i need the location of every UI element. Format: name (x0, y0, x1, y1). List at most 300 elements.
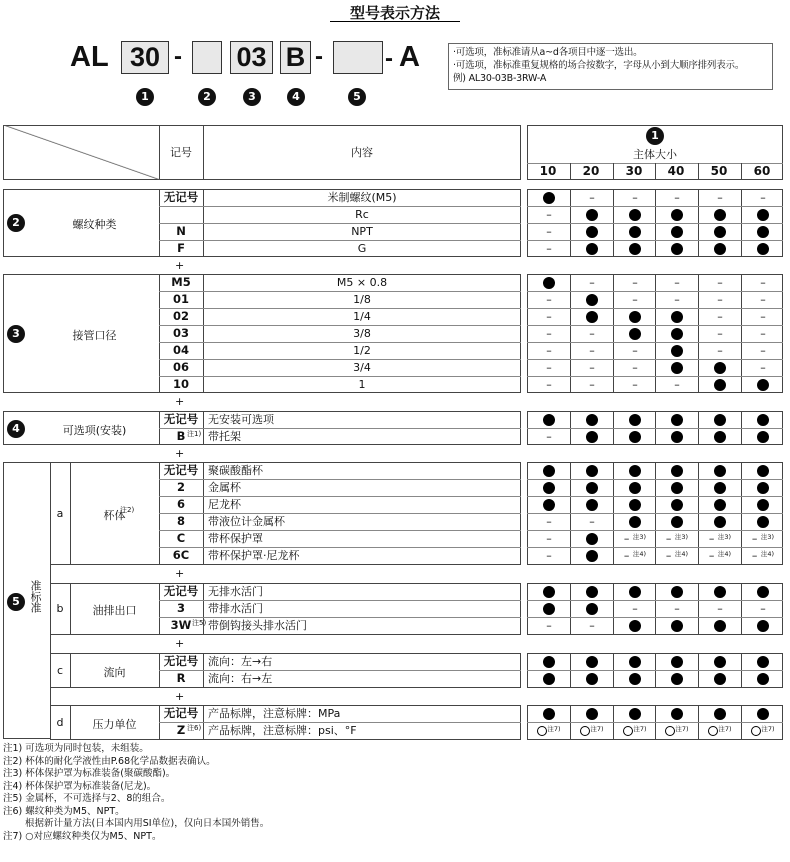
available-dot (543, 465, 555, 477)
available-dot (586, 673, 598, 685)
available-dot (586, 209, 598, 221)
cell-50 (699, 705, 741, 722)
header-diagonal (3, 125, 160, 180)
available-dot (714, 431, 726, 443)
cell-50 (699, 513, 741, 530)
cell-50: – (717, 602, 723, 615)
col-divider (613, 163, 614, 180)
marker-2: 2 (198, 88, 216, 106)
available-dot (671, 656, 683, 668)
cell-40: – (674, 191, 680, 204)
available-circle (623, 726, 633, 736)
row-content: NPT (351, 225, 373, 238)
cell-30 (614, 496, 656, 513)
available-dot (671, 431, 683, 443)
available-dot (543, 673, 555, 685)
cell-10: – (546, 344, 552, 357)
available-dot (757, 586, 769, 598)
note-ref: 注5) (192, 619, 207, 627)
footnotes (3, 743, 269, 843)
cell-30 (614, 223, 656, 240)
row-content: 金属杯 (208, 481, 241, 494)
cell-10: – (546, 327, 552, 340)
available-dot (629, 465, 641, 477)
options-note-example: 例) AL30-03B-3RW-A (453, 73, 547, 84)
cell-20 (571, 653, 613, 670)
cell-40 (656, 240, 698, 257)
options-note-line: ·可选项，准标准请从a~d各项目中逐一选出。 (453, 47, 643, 58)
available-dot (586, 465, 598, 477)
cell-10: – (546, 293, 552, 306)
row-symbol: M5 (171, 275, 191, 289)
row-symbol (159, 206, 203, 223)
header-content: 内容 (351, 146, 373, 159)
available-dot (757, 414, 769, 426)
cell-10 (528, 583, 570, 600)
cell-10 (528, 479, 570, 496)
cell-40 (656, 206, 698, 223)
cell-20 (571, 496, 613, 513)
footnote: 注1) 可选项为同时包装，未组装。 (3, 743, 149, 754)
options-note-line: ·可选项，准标准重复规格的场合按数字，字母从小到大顺序排列表示。 (453, 60, 745, 71)
available-dot (543, 277, 555, 289)
available-dot (671, 209, 683, 221)
size-10: 10 (539, 164, 557, 178)
sub-letter: d (56, 715, 64, 729)
available-dot (629, 311, 641, 323)
row-content: 流向：右→左 (208, 672, 273, 685)
cell-40: – (674, 602, 680, 615)
sub-letter: b (56, 602, 64, 615)
size-30: 30 (625, 164, 643, 178)
note-ref: 注7) (590, 725, 604, 733)
note-ref: 注4) (760, 550, 775, 558)
cell-10: – (546, 619, 552, 632)
row-symbol: 无记号 (163, 706, 199, 720)
cell-60: – (760, 191, 766, 204)
cell-10 (528, 411, 570, 428)
available-dot (714, 586, 726, 598)
sub-letter: c (56, 663, 64, 677)
row-content: G (357, 242, 367, 255)
cell-60 (742, 722, 784, 739)
cell-60: – (760, 361, 766, 374)
cell-30: – (632, 191, 638, 204)
footnote: 注7) ○对应螺纹种类仅为M5、NPT。 (3, 830, 162, 842)
cell-20 (571, 223, 613, 240)
row-symbol: 06 (172, 360, 189, 374)
available-dot (757, 226, 769, 238)
model-tail: A (399, 41, 420, 73)
available-dot (714, 673, 726, 685)
cell-50: – $^{注3)}$ (708, 532, 732, 545)
available-circle (537, 726, 547, 736)
cell-60 (742, 653, 784, 670)
row-symbol: 02 (172, 309, 189, 323)
cell-20 (571, 206, 613, 223)
available-dot (714, 499, 726, 511)
plus-sign: + (175, 395, 185, 408)
cell-40: – $^{注3)}$ (665, 532, 689, 545)
available-circle (708, 726, 718, 736)
cell-60 (742, 670, 784, 687)
header-marker-1: 1 (646, 127, 664, 145)
row-content: 米制螺纹(M5) (327, 191, 397, 204)
available-dot (586, 708, 598, 720)
available-dot (714, 656, 726, 668)
row-symbol: N (176, 224, 186, 238)
available-dot (543, 656, 555, 668)
row-content: M5 × 0.8 (336, 276, 388, 289)
cell-50 (699, 670, 741, 687)
cell-50: – (717, 327, 723, 340)
cell-60 (742, 583, 784, 600)
cell-60 (742, 376, 784, 393)
row-symbol: B (176, 429, 186, 443)
cell-30: – (632, 276, 638, 289)
available-dot (543, 603, 555, 615)
model-suffix-box (333, 41, 383, 74)
cell-60 (742, 462, 784, 479)
available-dot (714, 226, 726, 238)
available-dot (629, 499, 641, 511)
note-ref: 注7) (547, 725, 561, 733)
row-symbol: 03 (172, 326, 189, 340)
row-symbol: 8 (176, 514, 185, 528)
cell-40 (656, 462, 698, 479)
section-label: 接管口径 (72, 329, 117, 342)
row-content: 带杯保护罩·尼龙杯 (208, 549, 300, 562)
footnote: 注6) 螺纹种类为M5、NPT。 (3, 805, 125, 817)
cell-60: – (760, 293, 766, 306)
cell-60 (742, 617, 784, 634)
cell-30 (614, 705, 656, 722)
cell-30 (614, 479, 656, 496)
cell-50: – (717, 191, 723, 204)
available-dot (714, 465, 726, 477)
cell-10: – (546, 515, 552, 528)
cell-30: – (632, 344, 638, 357)
cell-20 (571, 411, 613, 428)
available-dot (629, 708, 641, 720)
available-circle (665, 726, 675, 736)
cell-10: – (546, 242, 552, 255)
cell-10: – (546, 208, 552, 221)
cell-30 (614, 670, 656, 687)
model-size-box: 30 (121, 41, 169, 74)
available-dot (543, 708, 555, 720)
marker-3: 3 (7, 325, 25, 343)
cell-50 (699, 462, 741, 479)
cell-10: – (546, 361, 552, 374)
dash: - (385, 45, 393, 72)
cell-50 (699, 411, 741, 428)
available-dot (757, 243, 769, 255)
available-dot (757, 379, 769, 391)
size-60: 60 (753, 164, 771, 178)
cell-40 (656, 617, 698, 634)
marker-2: 2 (7, 214, 25, 232)
available-dot (629, 516, 641, 528)
footnote: 注3) 杯体保护罩为标准装备(聚碳酸酯)。 (3, 768, 176, 779)
row-content: 3/4 (353, 361, 371, 374)
available-dot (757, 482, 769, 494)
note-ref: 注3) (760, 533, 775, 541)
cell-50: – (717, 276, 723, 289)
available-dot (629, 226, 641, 238)
footnote: 注2) 杯体的耐化学液性由P.68化学品数据表确认。 (3, 755, 216, 767)
note-ref: 注7) (761, 725, 775, 733)
col-divider (698, 163, 699, 180)
cell-20: – (589, 619, 595, 632)
cell-30: – (632, 293, 638, 306)
available-dot (671, 482, 683, 494)
available-dot (586, 499, 598, 511)
row-content: 聚碳酸酯杯 (208, 464, 263, 477)
row-content: Rc (355, 208, 369, 221)
row-content: 3/8 (353, 327, 371, 340)
cell-40 (656, 670, 698, 687)
row-symbol: 10 (172, 377, 189, 391)
cell-60 (742, 240, 784, 257)
cell-10 (528, 462, 570, 479)
cell-50: – (717, 310, 723, 323)
row-symbol: R (176, 671, 186, 685)
available-dot (757, 516, 769, 528)
cell-10 (528, 653, 570, 670)
available-dot (629, 328, 641, 340)
row-symbol: 6 (176, 497, 185, 511)
cell-40 (656, 411, 698, 428)
available-dot (671, 499, 683, 511)
sub-label: 杯体 (103, 508, 126, 522)
available-dot (586, 414, 598, 426)
cell-50 (699, 240, 741, 257)
cell-40 (656, 359, 698, 376)
available-dot (543, 586, 555, 598)
available-circle (580, 726, 590, 736)
row-symbol: 3W (170, 618, 192, 632)
available-dot (586, 294, 598, 306)
available-dot (671, 620, 683, 632)
options-note-box (448, 43, 773, 90)
cell-60 (742, 496, 784, 513)
footnote: 注5) 金属杯，不可选择与2、8的组合。 (3, 793, 171, 804)
cell-60 (742, 223, 784, 240)
cell-30 (614, 513, 656, 530)
row-symbol: 无记号 (163, 584, 199, 598)
footnote: 根据新计量方法(日本国内用SI单位)，仅向日本国外销售。 (3, 818, 270, 829)
cell-10: – (546, 225, 552, 238)
row-content: 流向：左→右 (208, 655, 273, 668)
cell-10 (528, 189, 570, 206)
available-dot (671, 673, 683, 685)
row-content: 无排水活门 (208, 585, 263, 598)
size-20: 20 (582, 164, 600, 178)
row-content: 带托架 (208, 430, 241, 443)
row-content: 无安装可选项 (208, 413, 274, 426)
cell-40 (656, 325, 698, 342)
available-dot (671, 362, 683, 374)
note-ref: 注4) (717, 550, 732, 558)
cell-60 (742, 513, 784, 530)
marker-1: 1 (136, 88, 154, 106)
cell-50 (699, 653, 741, 670)
available-dot (757, 708, 769, 720)
cell-50: – (717, 293, 723, 306)
cell-30: – $^{注3)}$ (623, 532, 647, 545)
row-content: 1/4 (353, 310, 371, 323)
semi-label: 准标准 (29, 580, 42, 613)
available-dot (586, 226, 598, 238)
cell-60: – (760, 602, 766, 615)
available-dot (586, 586, 598, 598)
cell-40 (656, 513, 698, 530)
marker-4: 4 (287, 88, 305, 106)
available-dot (757, 656, 769, 668)
cell-30: – (632, 378, 638, 391)
cell-30: – (632, 602, 638, 615)
row-symbol: 无记号 (163, 654, 199, 668)
available-dot (586, 482, 598, 494)
cell-20: – (589, 378, 595, 391)
section-label: 螺纹种类 (72, 218, 117, 231)
cell-60: – $^{注4)}$ (751, 549, 775, 562)
available-dot (714, 414, 726, 426)
available-dot (757, 465, 769, 477)
note-ref: 注4) (674, 550, 689, 558)
cell-30 (614, 653, 656, 670)
col-divider (655, 163, 656, 180)
sub-letter: a (56, 506, 64, 520)
row-symbol: Z (176, 723, 186, 737)
cell-20: – (589, 361, 595, 374)
cell-50 (699, 223, 741, 240)
cell-50 (699, 359, 741, 376)
available-dot (543, 482, 555, 494)
available-dot (671, 465, 683, 477)
cell-50 (699, 722, 741, 739)
available-dot (714, 209, 726, 221)
available-dot (714, 243, 726, 255)
cell-60 (742, 479, 784, 496)
cell-20 (571, 462, 613, 479)
row-symbol: 无记号 (163, 463, 199, 477)
available-dot (629, 620, 641, 632)
cell-10 (528, 722, 570, 739)
cell-40 (656, 722, 698, 739)
cell-20: – (589, 276, 595, 289)
cell-10 (528, 274, 570, 291)
cell-50: – (717, 344, 723, 357)
cell-10 (528, 496, 570, 513)
cell-60 (742, 411, 784, 428)
model-option-box: B (280, 41, 311, 74)
dash: - (174, 43, 182, 70)
model-prefix: AL (70, 41, 109, 73)
cell-20 (571, 291, 613, 308)
cell-20 (571, 308, 613, 325)
available-dot (586, 550, 598, 562)
available-circle (751, 726, 761, 736)
row-symbol: 2 (176, 480, 185, 494)
available-dot (543, 499, 555, 511)
note-ref: 注4) (632, 550, 647, 558)
available-dot (714, 620, 726, 632)
available-dot (629, 673, 641, 685)
cell-60: – (760, 327, 766, 340)
marker-5: 5 (348, 88, 366, 106)
cell-40: – (674, 378, 680, 391)
note-ref: 注3) (717, 533, 732, 541)
model-port-box: 03 (230, 41, 273, 74)
available-dot (757, 499, 769, 511)
cell-40: – $^{注4)}$ (665, 549, 689, 562)
row-content: 带杯保护罩 (208, 532, 263, 545)
size-50: 50 (710, 164, 728, 178)
available-dot (586, 656, 598, 668)
cell-20: – (589, 344, 595, 357)
cell-20 (571, 240, 613, 257)
available-dot (586, 431, 598, 443)
available-dot (714, 362, 726, 374)
row-content: 尼龙杯 (208, 498, 241, 511)
available-dot (714, 708, 726, 720)
cell-20 (571, 705, 613, 722)
cell-30 (614, 308, 656, 325)
cell-40 (656, 496, 698, 513)
cell-10 (528, 600, 570, 617)
available-dot (629, 656, 641, 668)
row-symbol: 6C (172, 548, 190, 562)
row-symbol: 无记号 (163, 412, 199, 426)
available-dot (629, 209, 641, 221)
available-dot (671, 516, 683, 528)
cell-20: – (589, 191, 595, 204)
col-divider (570, 163, 571, 180)
available-dot (714, 379, 726, 391)
cell-30 (614, 240, 656, 257)
marker-3: 3 (243, 88, 261, 106)
cell-30 (614, 617, 656, 634)
cell-60: – (760, 310, 766, 323)
cell-10: – (546, 430, 552, 443)
header-body-size: 主体大小 (633, 148, 677, 161)
row-content: 产品标牌，注意标牌：MPa (208, 707, 341, 720)
size-40: 40 (667, 164, 685, 178)
cell-20 (571, 670, 613, 687)
marker-5: 5 (7, 593, 25, 611)
cell-40 (656, 653, 698, 670)
cell-40 (656, 308, 698, 325)
available-dot (757, 209, 769, 221)
cell-20 (571, 479, 613, 496)
marker-4: 4 (7, 420, 25, 438)
cell-60: – $^{注3)}$ (751, 532, 775, 545)
plus-sign: + (175, 447, 185, 460)
available-dot (586, 533, 598, 545)
cell-50 (699, 206, 741, 223)
row-symbol: F (177, 241, 185, 255)
cell-20: – (589, 327, 595, 340)
cell-10: – (546, 549, 552, 562)
cell-10: – (546, 310, 552, 323)
row-content: 带倒钩接头排水活门 (208, 619, 307, 632)
cell-40 (656, 428, 698, 445)
model-thread-box (192, 41, 222, 74)
note-ref: 注6) (187, 724, 202, 732)
note-ref: 注2) (120, 505, 135, 514)
